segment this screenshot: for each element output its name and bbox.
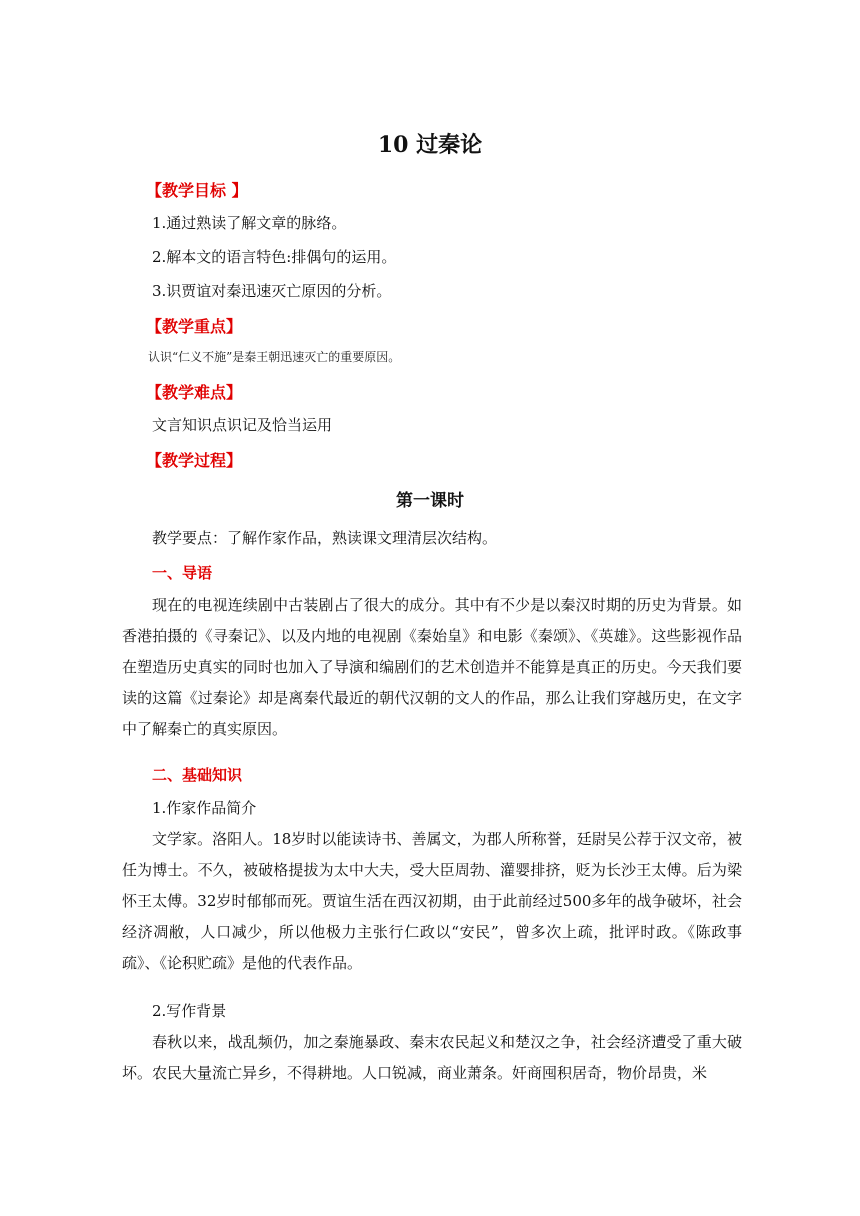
basics-heading: 二、基础知识 <box>152 766 243 784</box>
focus-text: 认识“仁义不施”是秦王朝迅速灭亡的重要原因。 <box>148 350 401 364</box>
intro-paragraph: 现在的电视连续剧中古装剧占了很大的成分。其中有不少是以秦汉时期的历史为背景。如香港拍摄的《寻秦记》、以及内地的电视剧《秦始皇》和电影《秦颂》、《英雄》。这些影视作品在塑造历史真实的同时也加入了导演和编剧们的艺术创造并不能算是真正的历史。今天我们要读的这篇《过秦论》却是离秦代最近的朝代汉朝的文人的作品，那么让我们穿越历史，在文字中了解秦亡的真实原因。 <box>122 596 742 738</box>
lesson-key-points: 教学要点：了解作家作品，熟读课文理清层次结构。 <box>152 529 498 547</box>
goals-heading: 【教学目标 】 <box>146 181 248 200</box>
focus-heading: 【教学重点】 <box>146 317 243 336</box>
process-heading: 【教学过程】 <box>146 451 243 470</box>
page-title: 10 过秦论 <box>377 132 483 158</box>
author-paragraph: 文学家。洛阳人。18岁时以能读诗书、善属文，为郡人所称誉，廷尉吴公荐于汉文帝，被任为博士。不久，被破格提拔为太中大夫，受大臣周勃、灌婴排挤，贬为长沙王太傅。后为梁怀王太傅。32岁时郁郁而死。贾谊生活在西汉初期，由于此前经过500多年的战争破坏，社会经济凋敝，人口减少，所以他极力主张行仁政以“安民”，曾多次上疏，批评时政。《陈政事疏》、《论积贮疏》是他的代表作品。 <box>122 830 742 972</box>
goal-item-2: 2.解本文的语言特色:排偶句的运用。 <box>152 248 397 266</box>
author-heading: 1.作家作品简介 <box>152 799 257 817</box>
goal-item-3: 3.识贾谊对秦迅速灭亡原因的分析。 <box>152 282 392 300</box>
lesson-title: 第一课时 <box>396 491 464 511</box>
background-paragraph: 春秋以来，战乱频仍，加之秦施暴政、秦末农民起义和楚汉之争，社会经济遭受了重大破坏。农民大量流亡异乡，不得耕地。人口锐减，商业萧条。奸商囤积居奇，物价昂贵，米 <box>122 1033 742 1082</box>
difficulty-text: 文言知识点识记及恰当运用 <box>152 416 333 434</box>
goal-item-1: 1.通过熟读了解文章的脉络。 <box>152 214 347 232</box>
background-heading: 2.写作背景 <box>152 1002 227 1020</box>
intro-heading: 一、导语 <box>152 564 213 582</box>
difficulty-heading: 【教学难点】 <box>146 383 243 402</box>
